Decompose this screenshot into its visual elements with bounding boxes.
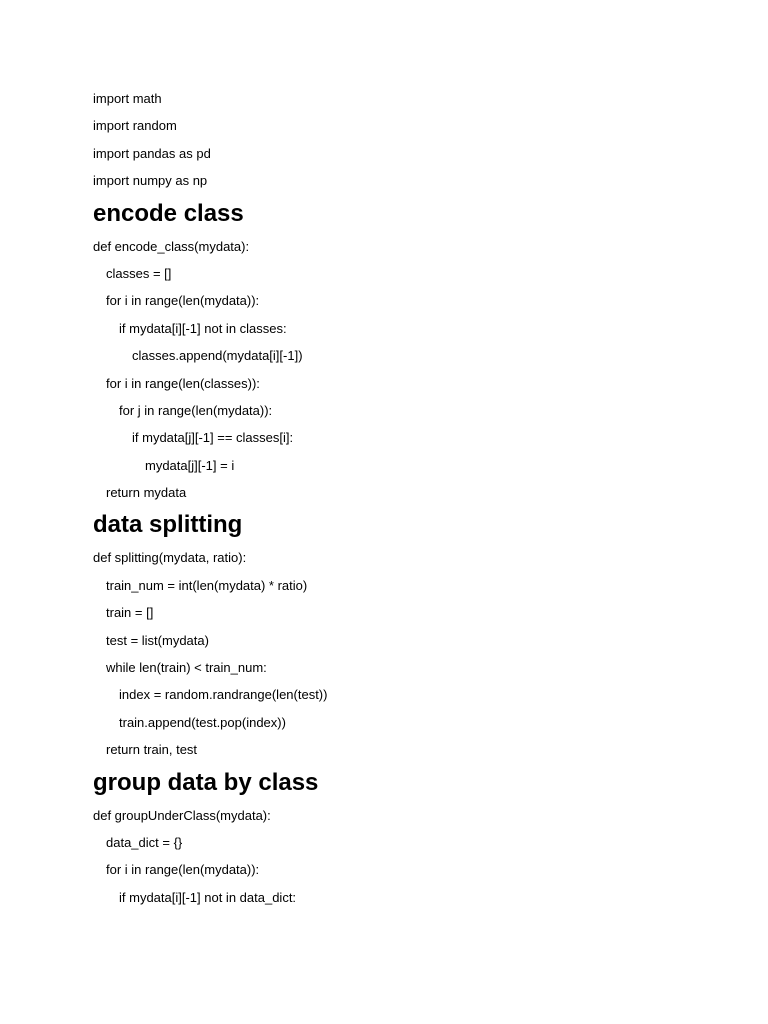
code-line: import numpy as np — [93, 173, 208, 189]
code-line: for i in range(len(mydata)): — [106, 862, 260, 878]
code-line: data_dict = {} — [106, 834, 183, 850]
code-line: import pandas as pd — [93, 145, 211, 161]
code-line: def splitting(mydata, ratio): — [93, 550, 247, 566]
document-page — [93, 85, 733, 911]
section-group-data-by-class — [93, 764, 733, 912]
code-line: return train, test — [106, 742, 198, 758]
code-line: if mydata[i][-1] not in data_dict: — [119, 889, 297, 905]
code-line: while len(train) < train_num: — [106, 660, 267, 676]
code-line: classes.append(mydata[i][-1]) — [132, 348, 303, 364]
code-line: import random — [93, 118, 177, 134]
imports-block — [93, 85, 733, 195]
code-line: return mydata — [106, 485, 187, 501]
code-line: train_num = int(len(mydata) * ratio) — [106, 577, 308, 593]
code-line: for i in range(len(mydata)): — [106, 293, 260, 309]
code-line: def encode_class(mydata): — [93, 238, 250, 254]
section-heading: data splitting — [93, 511, 243, 539]
code-line: mydata[j][-1] = i — [145, 457, 235, 473]
code-line: if mydata[j][-1] == classes[i]: — [132, 430, 294, 446]
code-line: index = random.randrange(len(test)) — [119, 687, 328, 703]
code-line: import math — [93, 91, 162, 106]
code-line: if mydata[i][-1] not in classes: — [119, 320, 287, 336]
code-line: for j in range(len(mydata)): — [119, 402, 273, 418]
code-line: test = list(mydata) — [106, 632, 209, 648]
code-line: def groupUnderClass(mydata): — [93, 807, 271, 823]
section-data-splitting — [93, 506, 733, 763]
section-encode-class — [93, 195, 733, 507]
code-line: train.append(test.pop(index)) — [119, 714, 286, 730]
section-heading: group data by class — [93, 768, 319, 796]
code-line: classes = [] — [106, 265, 172, 281]
section-heading: encode class — [93, 199, 244, 227]
code-line: for i in range(len(classes)): — [106, 375, 260, 391]
code-line: train = [] — [106, 605, 154, 621]
